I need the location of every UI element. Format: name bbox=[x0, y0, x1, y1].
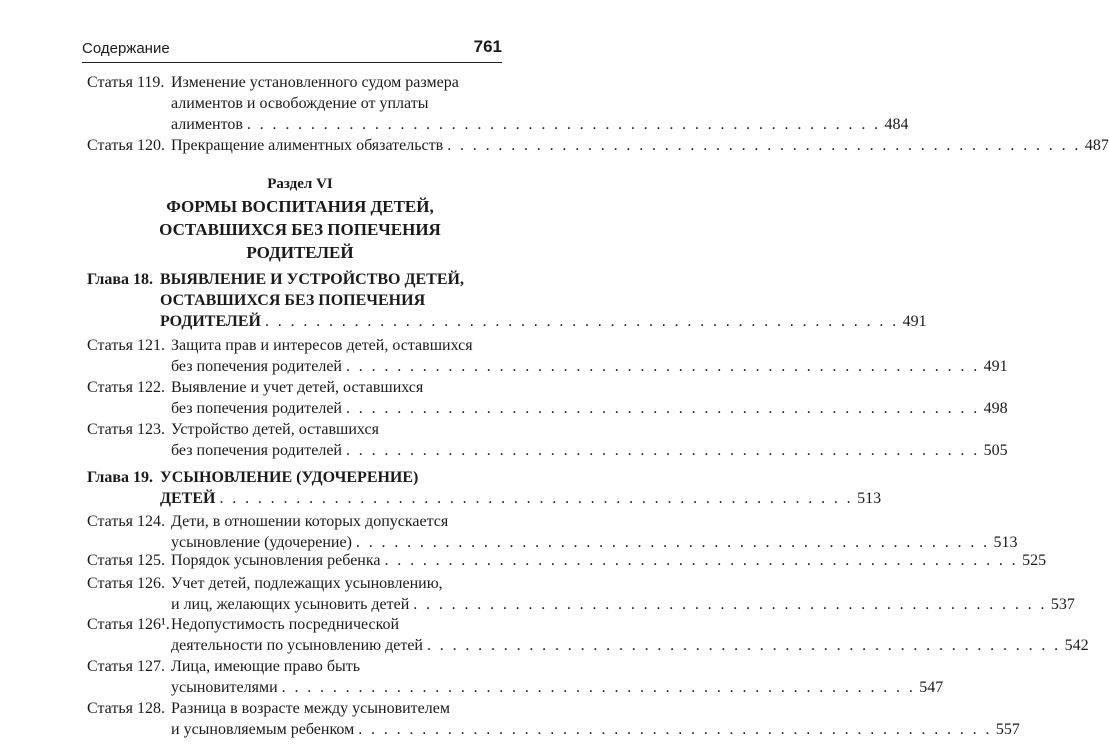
dot-leader: . . . . . . . . . . . . . . . . . . . . . . . . . . . . . . . . . . . . . . . . . . . . . . . . . . bbox=[346, 358, 980, 375]
dot-leader: . . . . . . . . . . . . . . . . . . . . . . . . . . . . . . . . . . . . . . . . . . . . . . . . . . bbox=[413, 596, 1047, 613]
toc-page-ref: 537 bbox=[1050, 596, 1075, 613]
toc-chapter-line: ОСТАВШИХСЯ БЕЗ ПОПЕЧЕНИЯ bbox=[160, 292, 426, 309]
toc-chapter[interactable] bbox=[87, 269, 927, 332]
toc-page-ref: 491 bbox=[983, 358, 1008, 375]
page-number: 761 bbox=[473, 37, 502, 56]
toc-entry-line: Недопустимость посреднической bbox=[171, 616, 400, 633]
section-heading bbox=[150, 173, 450, 264]
toc-entry-label: Статья 124. bbox=[87, 513, 165, 530]
toc-entry-line: Прекращение алиментных обязательств bbox=[171, 137, 444, 154]
toc-entry-line: алиментов и освобождение от уплаты bbox=[171, 95, 429, 112]
toc-entry[interactable] bbox=[87, 573, 1075, 615]
toc-entry-line: Изменение установленного судом размера bbox=[171, 74, 459, 91]
toc-chapter-label: Глава 18. bbox=[87, 271, 153, 288]
toc-chapter[interactable] bbox=[87, 467, 882, 509]
running-title: Содержание bbox=[82, 40, 170, 57]
toc-entry[interactable] bbox=[87, 377, 1008, 419]
dot-leader: . . . . . . . . . . . . . . . . . . . . . . . . . . . . . . . . . . . . . . . . . . . . . . . . . . bbox=[346, 442, 980, 459]
toc-chapter-line: ВЫЯВЛЕНИЕ И УСТРОЙСТВО ДЕТЕЙ, bbox=[160, 271, 464, 288]
toc-entry-line: без попечения родителей bbox=[171, 442, 342, 459]
toc-page-ref: 498 bbox=[983, 400, 1008, 417]
toc-chapter-line: РОДИТЕЛЕЙ bbox=[160, 313, 261, 330]
toc-entry-label: Статья 120. bbox=[87, 137, 165, 154]
section-label: Раздел VI bbox=[267, 176, 333, 192]
toc-entry-line: алиментов bbox=[171, 116, 243, 133]
toc-entry-line: усыновителями bbox=[171, 679, 278, 696]
toc-entry-line: Лица, имеющие право быть bbox=[171, 658, 361, 675]
toc-page-ref: 513 bbox=[993, 534, 1018, 551]
dot-leader: . . . . . . . . . . . . . . . . . . . . . . . . . . . . . . . . . . . . . . . . . . . . . . . . . . bbox=[358, 721, 992, 738]
toc-entry-label: Статья 121. bbox=[87, 337, 165, 354]
toc-entry-line: Защита прав и интересов детей, оставшихся bbox=[171, 337, 473, 354]
section-title-line: РОДИТЕЛЕЙ bbox=[246, 243, 354, 262]
toc-entry-line: Разница в возрасте между усыновителем bbox=[171, 700, 450, 717]
toc-entry-label: Статья 122. bbox=[87, 379, 165, 396]
toc-page-ref: 542 bbox=[1064, 637, 1089, 654]
toc-entry[interactable] bbox=[87, 335, 1008, 377]
toc-entry-label: Статья 126. bbox=[87, 575, 165, 592]
toc-page-ref: 513 bbox=[857, 490, 882, 507]
toc-entry[interactable] bbox=[87, 135, 1109, 156]
dot-leader: . . . . . . . . . . . . . . . . . . . . . . . . . . . . . . . . . . . . . . . . . . . . . . . . . . bbox=[246, 116, 881, 133]
toc-page-ref: 557 bbox=[995, 721, 1020, 738]
toc-entry[interactable] bbox=[87, 698, 1020, 740]
toc-entry-label: Статья 119. bbox=[87, 74, 165, 91]
toc-entry[interactable] bbox=[87, 511, 1018, 553]
dot-leader: . . . . . . . . . . . . . . . . . . . . . . . . . . . . . . . . . . . . . . . . . . . . . . . . . . bbox=[447, 137, 1081, 154]
dot-leader: . . . . . . . . . . . . . . . . . . . . . . . . . . . . . . . . . . . . . . . . . . . . . . . . . . bbox=[281, 679, 916, 696]
toc-entry[interactable] bbox=[87, 72, 909, 135]
toc-entry-label: Статья 126¹. bbox=[87, 616, 170, 633]
toc-page-ref: 491 bbox=[902, 313, 927, 330]
toc-entry[interactable] bbox=[87, 550, 1047, 571]
toc-entry-line: без попечения родителей bbox=[171, 400, 342, 417]
toc-page-ref: 505 bbox=[983, 442, 1008, 459]
toc-entry-line: и лиц, желающих усыновить детей bbox=[171, 596, 410, 613]
toc-entry-label: Статья 128. bbox=[87, 700, 165, 717]
toc-entry[interactable] bbox=[87, 419, 1008, 461]
toc-entry-line: Выявление и учет детей, оставшихся bbox=[171, 379, 424, 396]
toc-page-ref: 525 bbox=[1022, 552, 1047, 569]
toc-entry-line: без попечения родителей bbox=[171, 358, 342, 375]
toc-entry-label: Статья 123. bbox=[87, 421, 165, 438]
toc-chapter-label: Глава 19. bbox=[87, 469, 153, 486]
toc-entry-line: Учет детей, подлежащих усыновлению, bbox=[171, 575, 443, 592]
toc-entry[interactable] bbox=[87, 614, 1089, 656]
dot-leader: . . . . . . . . . . . . . . . . . . . . . . . . . . . . . . . . . . . . . . . . . . . . . . . . . . bbox=[219, 490, 854, 507]
toc-chapter-line: ДЕТЕЙ bbox=[160, 490, 216, 507]
toc-entry-line: усыновление (удочерение) bbox=[171, 534, 352, 551]
toc-entry-line: Устройство детей, оставшихся bbox=[171, 421, 379, 438]
toc-entry[interactable] bbox=[87, 656, 944, 698]
dot-leader: . . . . . . . . . . . . . . . . . . . . . . . . . . . . . . . . . . . . . . . . . . . . . . . . . . bbox=[355, 534, 990, 551]
section-title-line: ОСТАВШИХСЯ БЕЗ ПОПЕЧЕНИЯ bbox=[159, 220, 441, 239]
toc-page-ref: 487 bbox=[1084, 137, 1109, 154]
section-title-line: ФОРМЫ ВОСПИТАНИЯ ДЕТЕЙ, bbox=[166, 197, 434, 216]
toc-entry-label: Статья 125. bbox=[87, 552, 165, 569]
toc-entry-label: Статья 127. bbox=[87, 658, 165, 675]
dot-leader: . . . . . . . . . . . . . . . . . . . . . . . . . . . . . . . . . . . . . . . . . . . . . . . . . . bbox=[346, 400, 980, 417]
toc-page-ref: 547 bbox=[919, 679, 944, 696]
toc-entry-line: Порядок усыновления ребенка bbox=[171, 552, 381, 569]
toc-page-ref: 484 bbox=[884, 116, 909, 133]
toc-entry-line: Дети, в отношении которых допускается bbox=[171, 513, 449, 530]
dot-leader: . . . . . . . . . . . . . . . . . . . . . . . . . . . . . . . . . . . . . . . . . . . . . . . . . . bbox=[426, 637, 1061, 654]
running-header bbox=[82, 37, 502, 63]
toc-chapter-line: УСЫНОВЛЕНИЕ (УДОЧЕРЕНИЕ) bbox=[160, 469, 419, 486]
dot-leader: . . . . . . . . . . . . . . . . . . . . . . . . . . . . . . . . . . . . . . . . . . . . . . . . . . bbox=[264, 313, 899, 330]
dot-leader: . . . . . . . . . . . . . . . . . . . . . . . . . . . . . . . . . . . . . . . . . . . . . . . . . . bbox=[384, 552, 1019, 569]
toc-entry-line: и усыновляемым ребенком bbox=[171, 721, 355, 738]
toc-entry-line: деятельности по усыновлению детей bbox=[171, 637, 423, 654]
